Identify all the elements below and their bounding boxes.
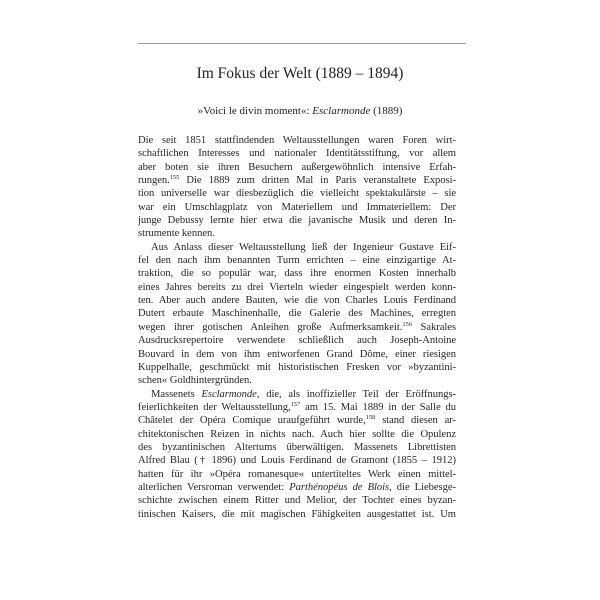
text-line [138,294,456,307]
text-line [138,281,456,294]
text-line [138,227,456,240]
text-run: hatten für ihr »Opéra romanesque« untertiteltes Werk einen mittel- [138,468,456,480]
text-line [138,147,456,160]
text-run: schaftlichen Interesses und nationaler Identitätsstiftung, vor allem [138,148,456,160]
text-line [138,254,456,267]
text-run: Die seit 1851 stattfindenden Weltausstellungen waren Foren wirt- [138,135,456,146]
text-run: war ein Umschlagplatz von Materiellem und Immateriellem: Der [138,201,456,213]
text-line [138,388,456,401]
text-line [138,321,456,334]
header-rule [138,43,466,44]
text-run: fel den nach ihm benannten Turm errichten – eine einzigartige At- [138,255,456,267]
text-line [138,401,456,414]
text-run: Sakrales [411,321,457,333]
text-run: feierlichkeiten der Weltausstellung, [138,401,291,413]
section-title [0,104,600,118]
text-run: ten. Aber auch andere Bauten, wie die von Charles Louis Ferdinand [138,295,456,307]
text-run: traktion, die so populär war, dass ihre enormen Kosten innerhalb [138,268,456,280]
italic-title: Esclarmonde [201,388,257,400]
text-line [138,414,456,427]
text-line [138,334,456,347]
footnote-marker: 155 [169,174,180,182]
section-title-work: Esclarmonde [312,105,371,117]
text-line [138,361,456,374]
text-run: Ausdrucksrepertoire verwendete schließlich auch Joseph-Antoine [138,335,456,347]
text-run: eines Jahres bereits zu drei Vierteln wieder eingespielt werden konn- [138,281,456,293]
text-line [138,214,456,227]
text-line [138,374,456,387]
section-title-prefix: »Voici le divin moment«: [197,105,313,117]
text-line [138,187,456,200]
text-run: Die 1889 zum dritten Mal in Paris veranstaltete Exposi- [179,175,456,187]
text-run: schichte zwischen einem Ritter und Melior, der Tochter eines byzan- [138,495,456,507]
text-line [138,201,456,214]
text-run: tion universelle war diesbezüglich die vielleicht spektakulärste – sie [138,188,456,200]
text-line [138,307,456,320]
text-run: des byzantinischen Altertums überwältigen. Massenets Librettisten [138,441,456,453]
text-line [138,508,456,521]
text-line [138,161,456,174]
text-run: Alfred Blau († 1896) und Louis Ferdinand de Gramont (1855 – 1912) [138,455,456,467]
text-line [138,494,456,507]
text-line [138,174,456,187]
text-run: am 15. Mai 1889 in der Salle du [300,401,456,413]
text-run: Dutert erbaute Maschinenhalle, die Galerie des Machines, erregten [138,308,456,320]
chapter-title: Im Fokus der Welt (1889 – 1894) [196,65,404,82]
text-run: alterlichen Versroman verwendet: [138,481,290,493]
text-run: Châtelet der Opéra Comique uraufgeführt wurde, [138,415,366,427]
footnote-marker: 157 [290,400,301,408]
text-run: , die, als inoffizieller Teil der Eröffnungs- [256,388,456,400]
text-line [138,267,456,280]
text-line [138,428,456,441]
text-run: Bouvard in dem von ihm entworfenen Grand Dôme, einer riesigen [138,348,456,360]
text-run: Kuppelhalle, geschmückt mit historistischen Fresken vor »byzantini- [138,361,456,373]
section-title-suffix: (1889) [370,105,403,117]
text-run: wegen ihrer gotischen Anleihen große Aufmerksamkeit. [138,321,403,333]
text-run: rungen. [138,175,170,187]
text-run: aber boten sie ihren Besuchern außergewöhnlich intensive Erfah- [138,161,456,173]
text-line [138,241,456,254]
footnote-marker: 156 [402,320,412,328]
italic-title: Parthénopéus de Blois [289,481,390,493]
text-line [138,134,456,147]
text-run: , die Liebesge- [389,481,456,493]
text-run: Massenets [151,388,202,400]
text-run: junge Debussy lernte hier etwa die javanische Musik und deren In- [138,215,456,227]
footnote-marker: 158 [365,414,376,422]
text-run: Aus Anlass dieser Weltausstellung ließ der Ingenieur Gustave Eif- [151,241,456,253]
text-line [138,468,456,481]
text-run: strumente kennen. [138,228,215,240]
text-line [138,454,456,467]
text-run: tinischen Kaisers, die mit magischen Fähigkeiten ausgestattet ist. Um [138,508,456,520]
text-line [138,481,456,494]
text-run: chitektonischen Reizen in nichts nach. Auch hier sollte die Opulenz [138,428,456,440]
text-line [138,348,456,361]
text-run: stand diesen ar- [375,415,456,427]
body-text [138,134,456,521]
text-line [138,441,456,454]
text-run: schen« Goldhintergründen. [138,375,252,387]
